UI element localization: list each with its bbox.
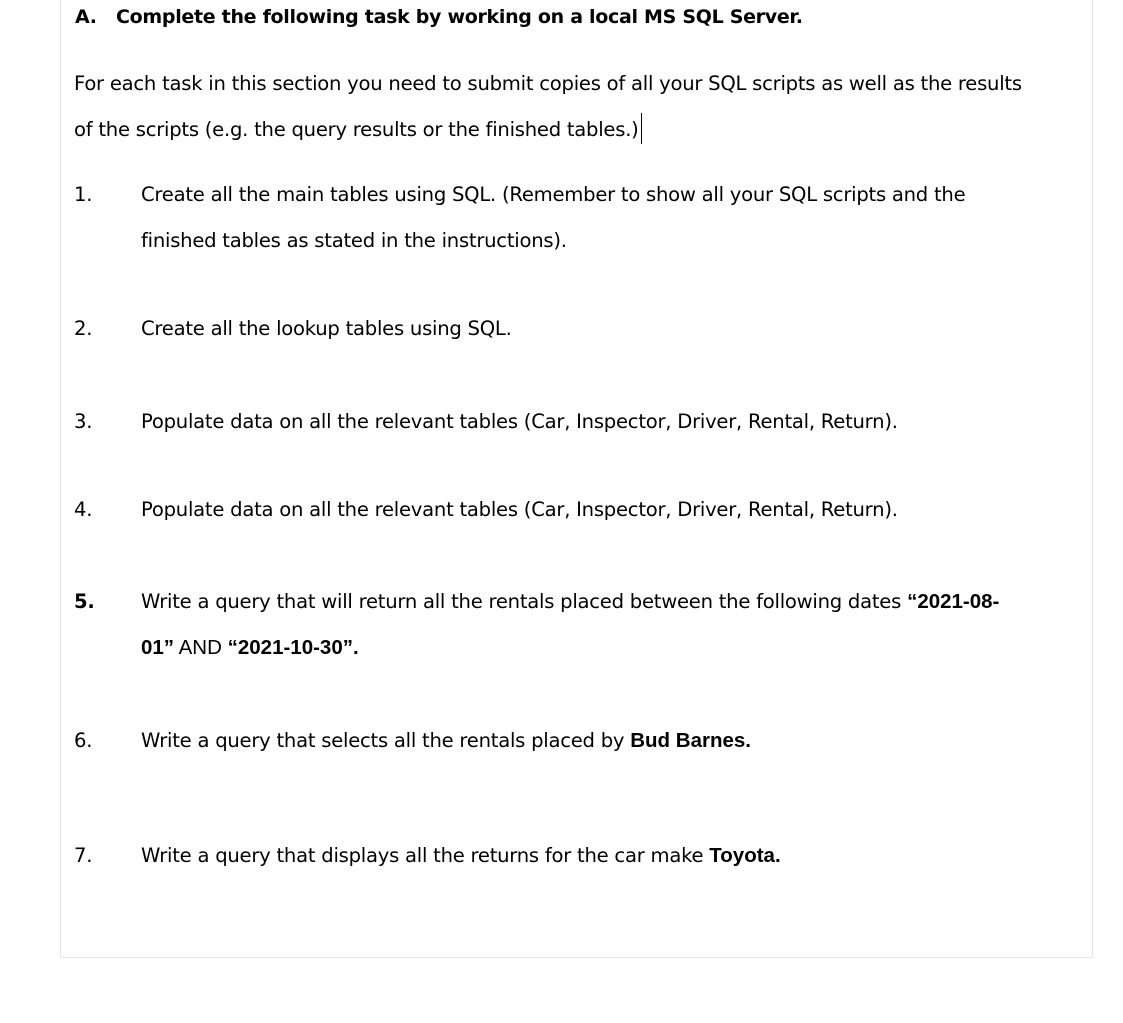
task-text-line-2: [141, 625, 1091, 671]
task-text-line-1: Populate data on all the relevant tables (Car, Inspector, Driver, Rental, Return).: [141, 410, 898, 433]
task-text-line-1: Populate data on all the relevant tables (Car, Inspector, Driver, Rental, Return).: [141, 498, 898, 521]
intro-paragraph: [74, 61, 1084, 153]
task-text: [141, 579, 1091, 671]
task-text-plain: Write a query that will return all the rentals placed between the following dates: [141, 590, 908, 613]
task-number: 7.: [74, 844, 93, 867]
start-date-bold: “2021-08-: [907, 590, 1000, 613]
and-keyword: AND: [174, 636, 228, 659]
task-text-line-2: finished tables as stated in the instructions).: [141, 229, 567, 252]
text-cursor: [641, 113, 642, 144]
intro-line-1: For each task in this section you need to submit copies of all your SQL scripts as well as the results: [74, 72, 1022, 95]
task-text-line-1: Create all the lookup tables using SQL.: [141, 317, 512, 340]
task-number: 4.: [74, 498, 93, 521]
task-text: [141, 718, 1091, 764]
task-text: [141, 833, 1091, 879]
task-text: [141, 306, 1091, 352]
task-text-line-1: Create all the main tables using SQL. (Remember to show all your SQL scripts and the: [141, 183, 966, 206]
intro-line-2: of the scripts (e.g. the query results or the finished tables.): [74, 118, 639, 141]
start-date-bold-end: 01”: [141, 636, 175, 659]
task-text-plain: Write a query that displays all the returns for the car make: [141, 844, 710, 867]
end-date-bold: “2021-10-30”.: [227, 636, 359, 659]
task-number: 2.: [74, 317, 93, 340]
task-text: [141, 399, 1091, 445]
task-text-line-1: [141, 833, 1091, 879]
task-number: 3.: [74, 410, 93, 433]
intro-line-2-wrap: [74, 107, 1084, 153]
section-heading: [75, 6, 803, 28]
section-title: Complete the following task by working on a local MS SQL Server.: [116, 6, 803, 28]
customer-name-bold: Bud Barnes.: [630, 729, 751, 752]
task-number: 1.: [74, 183, 93, 206]
task-text-plain: Write a query that selects all the rentals placed by: [141, 729, 631, 752]
task-text: [141, 172, 1091, 264]
car-make-bold: Toyota.: [709, 844, 781, 867]
section-number: A.: [75, 6, 97, 28]
task-text: [141, 487, 1091, 533]
document-page: [60, 0, 1093, 958]
task-text-line-1: [141, 718, 1091, 764]
task-text-line-1: [141, 579, 1091, 625]
task-number: 5.: [74, 590, 95, 613]
task-number: 6.: [74, 729, 93, 752]
